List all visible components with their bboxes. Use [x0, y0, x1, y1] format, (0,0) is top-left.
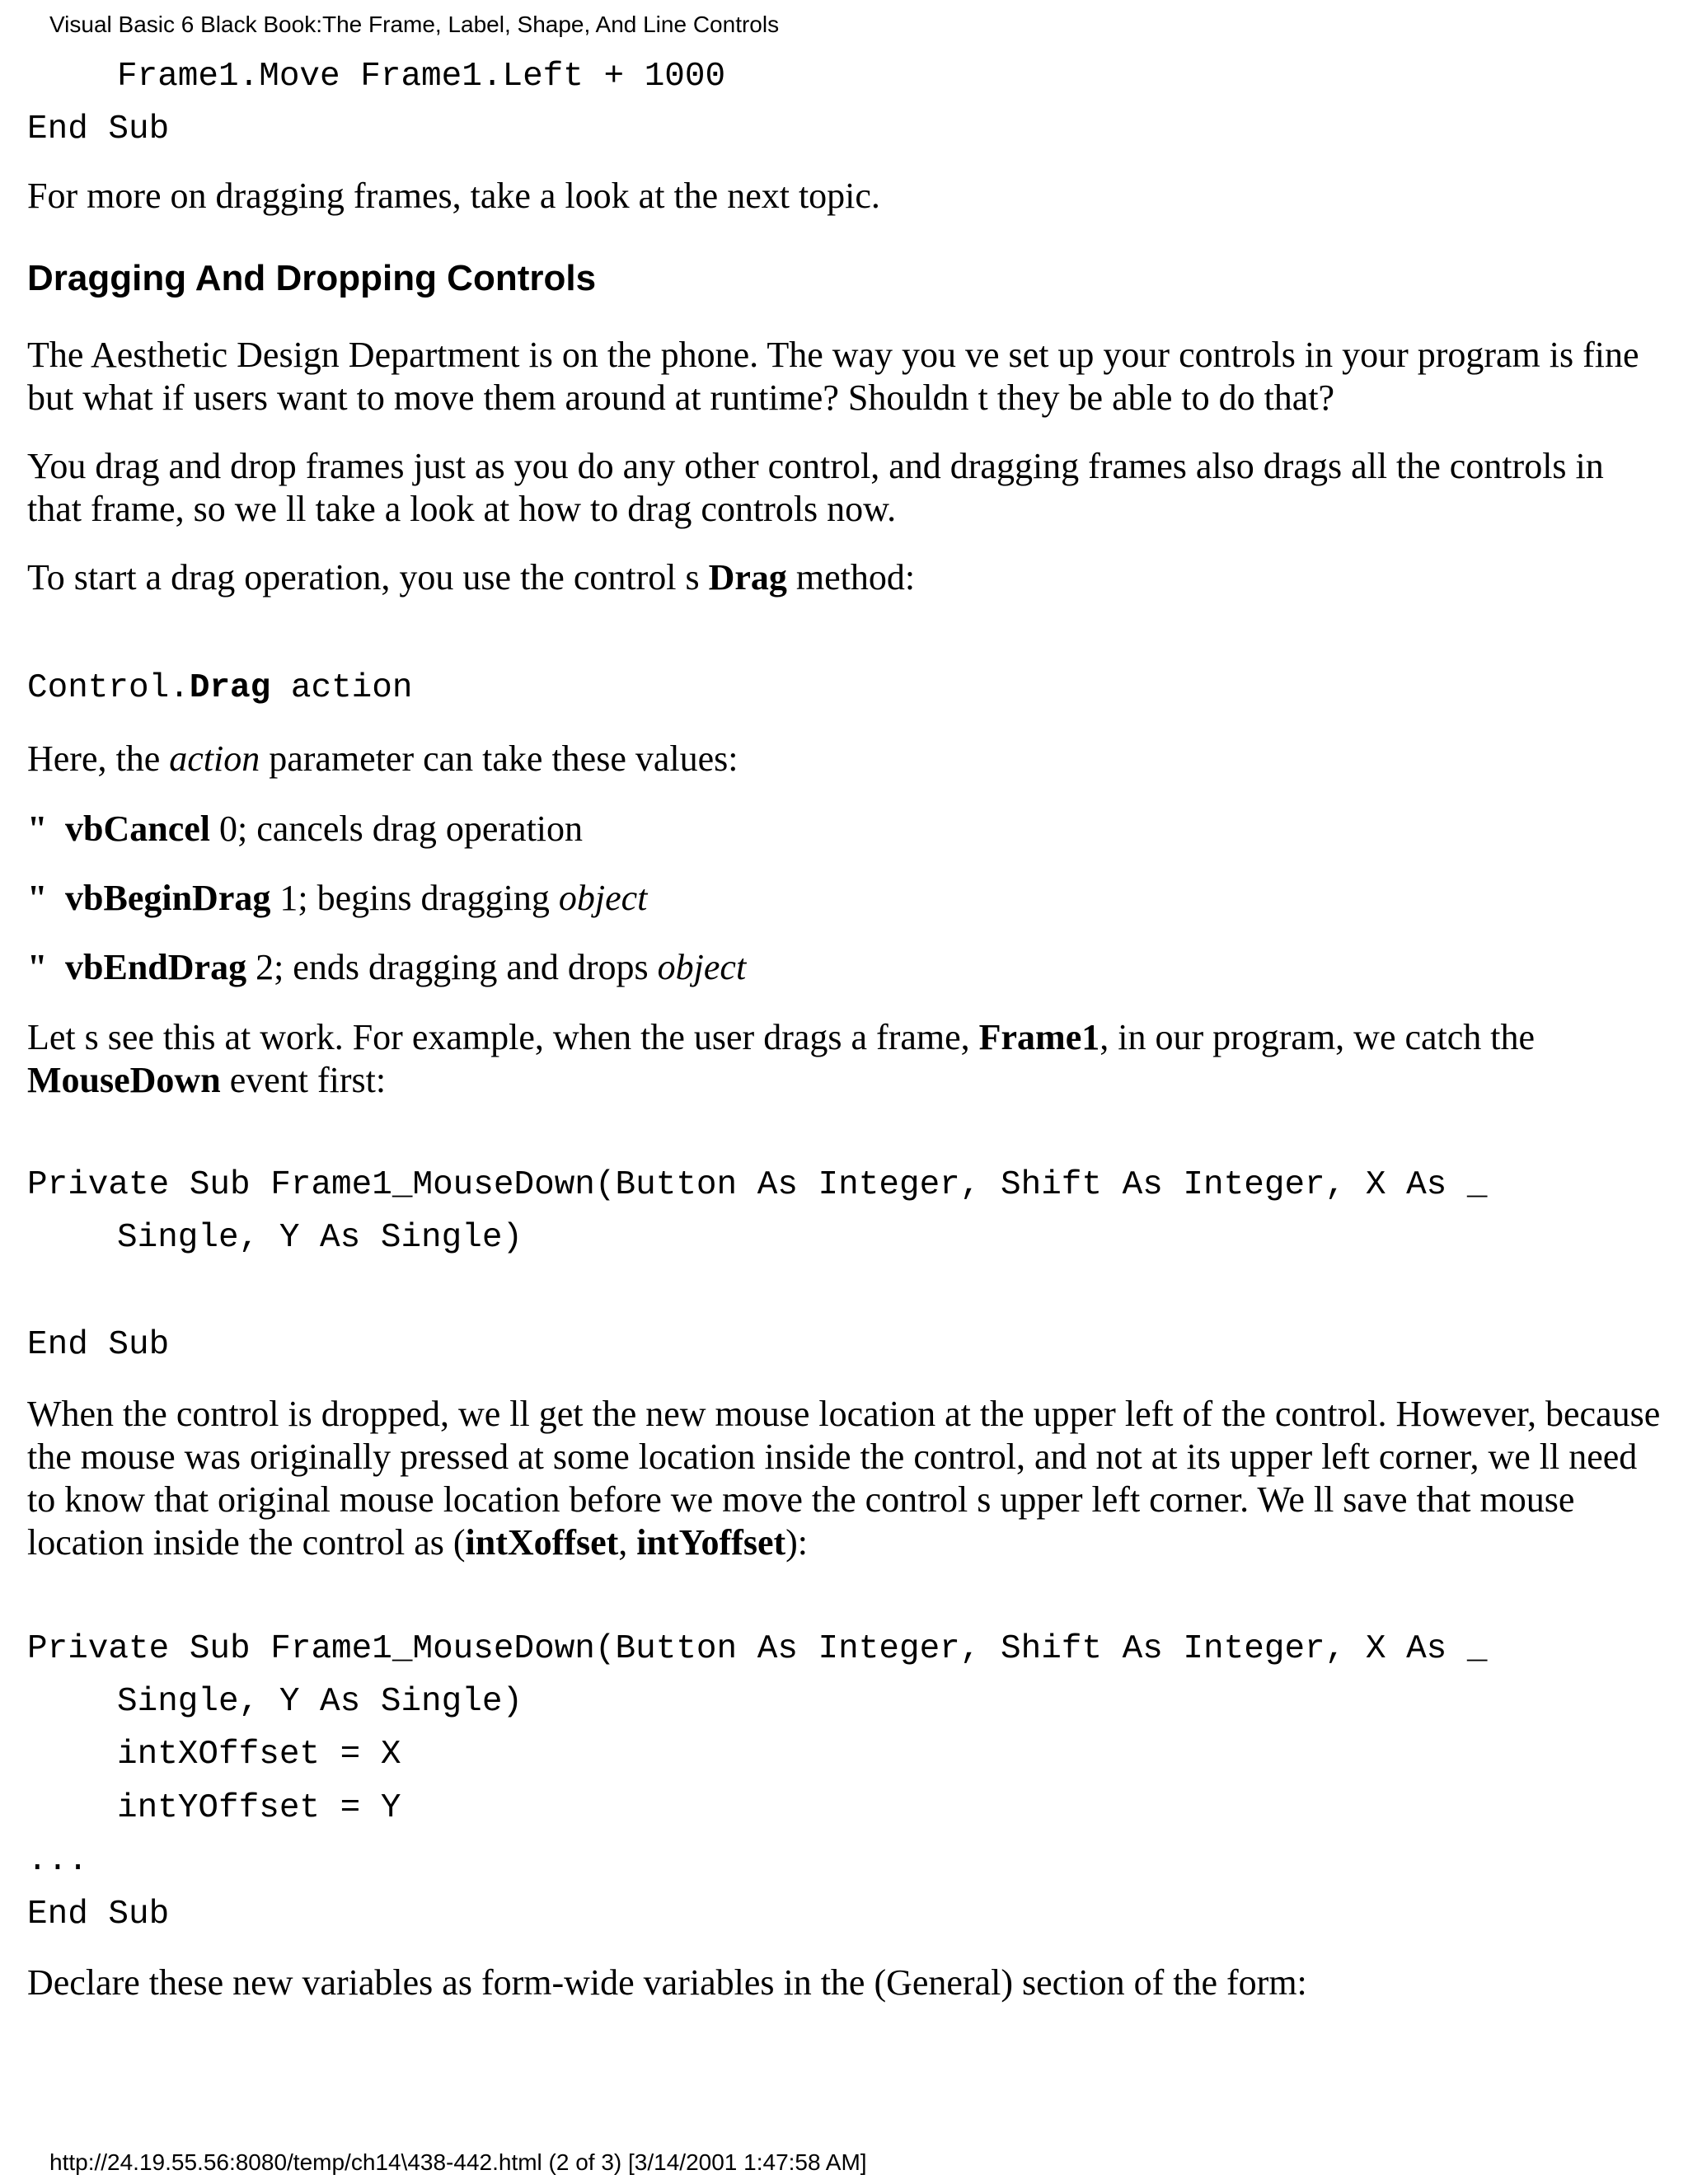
paragraph-more-on-dragging: For more on dragging frames, take a look at the next topic. — [27, 176, 880, 216]
bullet-mark: " — [27, 878, 48, 918]
paragraph-start-drag: To start a drag operation, you use the control s Drag method: — [27, 557, 916, 598]
code-line: Private Sub Frame1_MouseDown(Button As Integer, Shift As Integer, X As _ — [27, 1166, 1488, 1204]
section-heading: Dragging And Dropping Controls — [27, 258, 597, 298]
code-drag-syntax: Control.Drag action — [27, 669, 413, 707]
code-line: End Sub — [27, 110, 170, 148]
list-item: " vbCancel 0; cancels drag operation — [27, 808, 584, 849]
code-line: Frame1.Move Frame1.Left + 1000 — [117, 58, 726, 96]
code-line: ... — [27, 1842, 88, 1880]
list-item: " vbEndDrag 2; ends dragging and drops object — [27, 947, 747, 987]
paragraph-declare: Declare these new variables as form-wide variables in the (General) section of the form: — [27, 1962, 1307, 2003]
list-item: " vbBeginDrag 1; begins dragging object — [27, 878, 648, 918]
bullet-mark: " — [27, 947, 48, 987]
paragraph-when-dropped: When the control is dropped, we ll get the new mouse location at the upper left of the control. However, because the mouse was originally pressed at some location inside the control, and not at its upper left corner, we ll need to know that original mouse location before we move the control s upper left corner. We ll save that mouse location inside the control as (intXoffset, intYoffset): — [27, 1394, 1661, 1563]
code-line: Single, Y As Single) — [117, 1219, 523, 1257]
paragraph-lets-see: Let s see this at work. For example, when the user drags a frame, Frame1, in our program, we catch the MouseDown event first: — [27, 1017, 1536, 1100]
paragraph-action-values: Here, the action parameter can take these values: — [27, 738, 738, 779]
code-line: Single, Y As Single) — [117, 1683, 523, 1721]
paragraph-drag-drop: You drag and drop frames just as you do any other control, and dragging frames also drags all the controls in that frame, so we ll take a look at how to drag controls now. — [27, 446, 1604, 529]
code-line: Private Sub Frame1_MouseDown(Button As Integer, Shift As Integer, X As _ — [27, 1630, 1488, 1668]
code-line: End Sub — [27, 1896, 170, 1933]
page-header: Visual Basic 6 Black Book:The Frame, Label, Shape, And Line Controls — [49, 12, 780, 37]
drag-method-name: Drag — [708, 557, 787, 598]
code-line: intYOffset = Y — [117, 1789, 401, 1827]
paragraph-aesthetic: The Aesthetic Design Department is on the phone. The way you ve set up your controls in your program is fine but what if users want to move them around at runtime? Shouldn t they be able to do that? — [27, 335, 1639, 418]
bullet-mark: " — [27, 808, 48, 849]
code-line: intXOffset = X — [117, 1736, 401, 1774]
code-line: End Sub — [27, 1326, 170, 1364]
page-footer: http://24.19.55.56:8080/temp/ch14\438-442.html (2 of 3) [3/14/2001 1:47:58 AM] — [49, 2149, 867, 2175]
